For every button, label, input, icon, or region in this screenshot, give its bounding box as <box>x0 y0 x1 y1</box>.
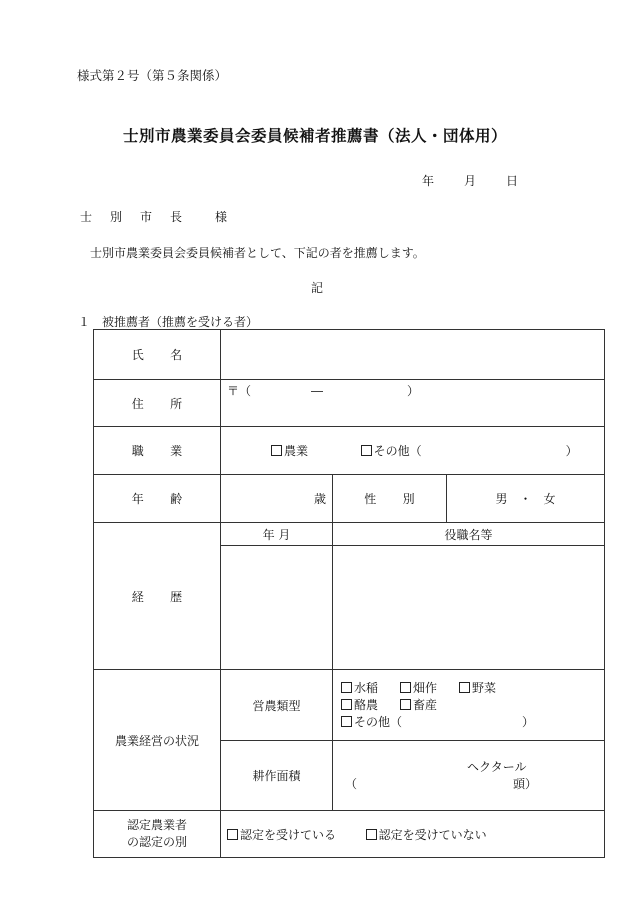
certified-yes-label: 認定を受けている <box>240 827 337 842</box>
farm-type-livestock-label: 畜産 <box>413 697 438 712</box>
sex-field[interactable] <box>447 475 605 523</box>
age-label: 年齢 <box>131 492 209 506</box>
occupation-other-label: その他（ ） <box>373 444 578 458</box>
career-position-header-text: 役職名等 <box>444 527 493 542</box>
intro-text: 士別市農業委員会委員候補者として、下記の者を推薦します。 <box>90 246 425 260</box>
cultivated-area-label-cell <box>221 741 333 811</box>
farm-type-rice[interactable] <box>341 681 378 695</box>
career-position-field[interactable] <box>333 546 605 670</box>
occupation-label-cell <box>94 427 221 475</box>
postal-code: 〒（ ― ） <box>227 384 420 398</box>
row-name <box>94 330 605 380</box>
farm-type-rice-label: 水稲 <box>354 680 379 695</box>
checkbox-icon[interactable] <box>400 699 411 710</box>
checkbox-icon[interactable] <box>341 699 352 710</box>
career-label-cell <box>94 523 221 670</box>
farm-status-label-cell <box>94 670 221 811</box>
section-heading: １ 被推薦者（推薦を受ける者） <box>78 315 259 329</box>
row-address <box>94 380 605 427</box>
date-line <box>422 172 518 189</box>
occupation-other-option[interactable] <box>361 444 578 458</box>
checkbox-icon[interactable] <box>271 445 282 456</box>
farm-type-field-crop-label: 畑作 <box>413 680 438 695</box>
area-unit: ヘクタール <box>467 759 527 774</box>
farm-type-dairy[interactable] <box>341 698 378 712</box>
date-day: 日 <box>506 174 519 188</box>
farm-type-field <box>333 670 605 741</box>
checkbox-icon[interactable] <box>366 829 377 840</box>
checkbox-icon[interactable] <box>341 716 352 727</box>
row-certified <box>94 811 605 858</box>
age-label-cell <box>94 475 221 523</box>
occupation-farming-label: 農業 <box>284 444 309 458</box>
certified-label-cell <box>94 811 221 858</box>
farm-type-vegetable-label: 野菜 <box>472 680 497 695</box>
date-month: 月 <box>464 174 477 188</box>
age-unit: 歳 <box>313 492 326 506</box>
farm-type-label: 営農類型 <box>252 698 301 713</box>
row-age-sex <box>94 475 605 523</box>
occupation-field <box>221 427 605 475</box>
farm-type-label-cell <box>221 670 333 741</box>
row-occupation <box>94 427 605 475</box>
farm-type-vegetable[interactable] <box>459 681 496 695</box>
heads-line: （ 頭） <box>345 776 538 791</box>
career-date-header-text: 年 月 <box>262 527 291 542</box>
certified-field <box>221 811 605 858</box>
name-label-cell <box>94 330 221 380</box>
cultivated-area-field[interactable] <box>333 741 605 811</box>
certified-no-label: 認定を受けていない <box>378 827 487 842</box>
certified-no-option[interactable] <box>366 828 487 842</box>
farm-type-field-crop[interactable] <box>400 681 437 695</box>
farm-status-label: 農業経営の状況 <box>114 733 199 748</box>
name-label: 氏名 <box>131 348 209 362</box>
occupation-farming-option[interactable] <box>271 444 308 458</box>
certified-label-line1: 認定農業者 <box>126 818 187 832</box>
career-position-header <box>333 523 605 546</box>
checkbox-icon[interactable] <box>341 682 352 693</box>
career-date-field[interactable] <box>221 546 333 670</box>
form-number: 様式第２号（第５条関係） <box>77 68 228 83</box>
occupation-label: 職業 <box>131 444 209 458</box>
checkbox-icon[interactable] <box>459 682 470 693</box>
name-field[interactable] <box>221 330 605 380</box>
certified-yes-option[interactable] <box>227 828 336 842</box>
date-year: 年 <box>422 174 435 188</box>
sex-options: 男 ・ 女 <box>495 492 556 506</box>
nominee-form-table <box>93 329 605 858</box>
document-title: 士別市農業委員会委員候補者推薦書（法人・団体用） <box>122 126 507 145</box>
address-field[interactable] <box>221 380 605 427</box>
checkbox-icon[interactable] <box>400 682 411 693</box>
cultivated-area-label: 耕作面積 <box>252 769 301 783</box>
address-label: 住所 <box>131 396 209 411</box>
checkbox-icon[interactable] <box>361 445 372 456</box>
address-label-cell <box>94 380 221 427</box>
career-date-header <box>221 523 333 546</box>
checkbox-icon[interactable] <box>227 829 238 840</box>
sex-label-cell <box>333 475 447 523</box>
career-label: 経歴 <box>131 589 209 604</box>
row-career-header <box>94 523 605 546</box>
farm-type-dairy-label: 酪農 <box>354 697 379 712</box>
farm-type-livestock[interactable] <box>400 698 437 712</box>
sex-label: 性別 <box>364 492 442 506</box>
farm-type-other[interactable] <box>341 715 534 729</box>
certified-label-line2: の認定の別 <box>126 835 187 849</box>
ki-mark: 記 <box>311 281 324 295</box>
age-field[interactable] <box>221 475 333 523</box>
farm-type-other-label: その他（ ） <box>354 714 535 729</box>
row-farm-type <box>94 670 605 741</box>
addressee: 士 別 市 長 様 <box>80 210 231 224</box>
